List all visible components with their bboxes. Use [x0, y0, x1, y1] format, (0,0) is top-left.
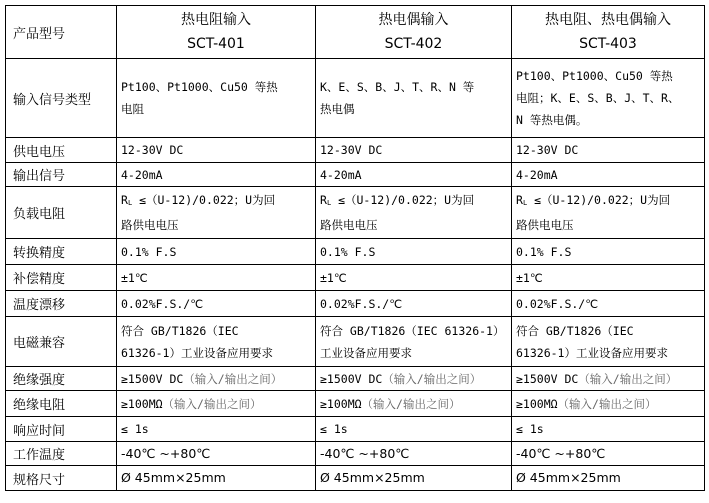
cell-load-401 — [117, 187, 316, 239]
cell-value: ≥1500V DC — [516, 371, 579, 386]
table-row-input-type — [6, 59, 705, 138]
cell-supply-401: 12-30V DC — [117, 138, 316, 163]
cell-line: Pt100、Pt1000、Cu50 等热 — [516, 69, 673, 83]
table-row-model — [6, 6, 705, 59]
cell-value: ≥100MΩ — [320, 396, 362, 411]
row-label-output: 输出信号 — [6, 163, 117, 187]
cell-value: ≥1500V DC — [121, 371, 184, 386]
load-formula: ≤（U-12)/0.022；U为回 — [132, 193, 276, 207]
cell-drift-401: 0.02%F.S./℃ — [117, 291, 316, 317]
cell-line: 路供电电压 — [121, 218, 179, 232]
row-label-emc: 电磁兼容 — [6, 317, 117, 367]
row-label-input-type: 输入信号类型 — [6, 59, 117, 138]
cell-note: （输入/输出之间） — [183, 371, 283, 386]
row-label-load: 负载电阻 — [6, 187, 117, 239]
table-row-response — [6, 417, 705, 442]
cell-input-type-402 — [316, 59, 512, 138]
row-label-insulation-resistance: 绝缘电阻 — [6, 391, 117, 417]
cell-compensation-402: ±1℃ — [316, 265, 512, 291]
cell-drift-402: 0.02%F.S./℃ — [316, 291, 512, 317]
cell-temperature-401: -40℃ ~+80℃ — [117, 442, 316, 466]
cell-line: 61326-1）工业设备应用要求 — [516, 345, 668, 360]
cell-line: 61326-1）工业设备应用要求 — [121, 345, 273, 360]
cell-compensation-401: ±1℃ — [117, 265, 316, 291]
cell-value: ≥1500V DC — [320, 371, 383, 386]
cell-size-401: Ø 45mm×25mm — [117, 466, 316, 491]
cell-line: Pt100、Pt1000、Cu50 等热 — [121, 80, 278, 94]
row-label-temperature: 工作温度 — [6, 442, 117, 466]
cell-note: （输入/输出之间） — [382, 371, 482, 386]
cell-line: N 等热电偶。 — [516, 113, 588, 127]
table-row-output — [6, 163, 705, 187]
table-row-temperature — [6, 442, 705, 466]
cell-supply-403: 12-30V DC — [512, 138, 705, 163]
header-name: 热电偶输入 — [378, 12, 449, 28]
cell-output-403: 4-20mA — [512, 163, 705, 187]
cell-drift-403: 0.02%F.S./℃ — [512, 291, 705, 317]
row-label-model: 产品型号 — [6, 6, 117, 59]
cell-insulation-resistance-403 — [512, 391, 705, 417]
cell-output-402: 4-20mA — [316, 163, 512, 187]
cell-note: （输入/输出之间） — [361, 396, 461, 411]
row-label-accuracy: 转换精度 — [6, 239, 117, 265]
cell-line — [121, 189, 311, 214]
cell-accuracy-402: 0.1% F.S — [316, 239, 512, 265]
header-model: SCT-403 — [579, 36, 637, 52]
load-symbol-subscript: L — [326, 199, 332, 207]
row-label-supply: 供电电压 — [6, 138, 117, 163]
header-name: 热电阻、热电偶输入 — [545, 12, 671, 28]
cell-line: K、E、S、B、J、T、R、N 等 — [320, 80, 475, 94]
cell-value: ≥100MΩ — [121, 396, 163, 411]
spec-table — [5, 5, 705, 491]
table-row-accuracy — [6, 239, 705, 265]
table-row-load — [6, 187, 705, 239]
table-row-compensation — [6, 265, 705, 291]
cell-line: 符合 GB/T1826（IEC 61326-1） — [320, 323, 505, 338]
table-row-drift — [6, 291, 705, 317]
row-label-size: 规格尺寸 — [6, 466, 117, 491]
cell-line: 工业设备应用要求 — [320, 345, 412, 360]
load-symbol-subscript: L — [127, 199, 133, 207]
cell-load-403 — [512, 187, 705, 239]
cell-insulation-strength-403 — [512, 367, 705, 391]
table-row-emc — [6, 317, 705, 367]
cell-emc-403 — [512, 317, 705, 367]
cell-size-402: Ø 45mm×25mm — [316, 466, 512, 491]
load-formula: ≤（U-12)/0.022；U为回 — [331, 193, 475, 207]
cell-value: ≥100MΩ — [516, 396, 558, 411]
cell-output-401: 4-20mA — [117, 163, 316, 187]
cell-line: 电阻 — [121, 102, 144, 116]
row-label-insulation-strength: 绝缘强度 — [6, 367, 117, 391]
table-row-insulation-strength — [6, 367, 705, 391]
cell-emc-402 — [316, 317, 512, 367]
cell-response-401: ≤ 1s — [117, 417, 316, 442]
cell-line — [320, 189, 507, 214]
cell-compensation-403: ±1℃ — [512, 265, 705, 291]
cell-insulation-resistance-401 — [117, 391, 316, 417]
cell-load-402 — [316, 187, 512, 239]
cell-response-402: ≤ 1s — [316, 417, 512, 442]
cell-line: 热电偶 — [320, 102, 355, 116]
cell-accuracy-403: 0.1% F.S — [512, 239, 705, 265]
table-row-supply — [6, 138, 705, 163]
cell-supply-402: 12-30V DC — [316, 138, 512, 163]
table-row-insulation-resistance — [6, 391, 705, 417]
cell-note: （输入/输出之间） — [578, 371, 678, 386]
cell-size-403: Ø 45mm×25mm — [512, 466, 705, 491]
cell-line: 电阻；K、E、S、B、J、T、R、 — [516, 91, 680, 105]
row-label-compensation: 补偿精度 — [6, 265, 117, 291]
cell-response-403: ≤ 1s — [512, 417, 705, 442]
cell-temperature-403: -40℃ ~+80℃ — [512, 442, 705, 466]
cell-line: 路供电电压 — [320, 218, 378, 232]
header-cell-sct-401 — [117, 6, 316, 59]
cell-emc-401 — [117, 317, 316, 367]
cell-input-type-403 — [512, 59, 705, 138]
table-row-size — [6, 466, 705, 491]
cell-note: （输入/输出之间） — [557, 396, 657, 411]
header-name: 热电阻输入 — [181, 12, 251, 28]
header-cell-sct-402 — [316, 6, 512, 59]
load-symbol-subscript: L — [522, 199, 528, 207]
header-cell-sct-403 — [512, 6, 705, 59]
cell-insulation-strength-402 — [316, 367, 512, 391]
load-symbol: R — [320, 193, 327, 207]
cell-line — [516, 189, 700, 214]
header-model: SCT-401 — [187, 36, 245, 52]
cell-line: 路供电电压 — [516, 218, 574, 232]
cell-accuracy-401: 0.1% F.S — [117, 239, 316, 265]
cell-line: 符合 GB/T1826（IEC — [516, 323, 634, 338]
cell-line: 符合 GB/T1826（IEC — [121, 323, 239, 338]
cell-input-type-401 — [117, 59, 316, 138]
cell-note: （输入/输出之间） — [162, 396, 262, 411]
cell-insulation-strength-401 — [117, 367, 316, 391]
load-symbol: R — [121, 193, 128, 207]
load-symbol: R — [516, 193, 523, 207]
cell-temperature-402: -40℃ ~+80℃ — [316, 442, 512, 466]
cell-insulation-resistance-402 — [316, 391, 512, 417]
load-formula: ≤（U-12)/0.022；U为回 — [527, 193, 671, 207]
row-label-drift: 温度漂移 — [6, 291, 117, 317]
row-label-response: 响应时间 — [6, 417, 117, 442]
header-model: SCT-402 — [384, 36, 443, 52]
